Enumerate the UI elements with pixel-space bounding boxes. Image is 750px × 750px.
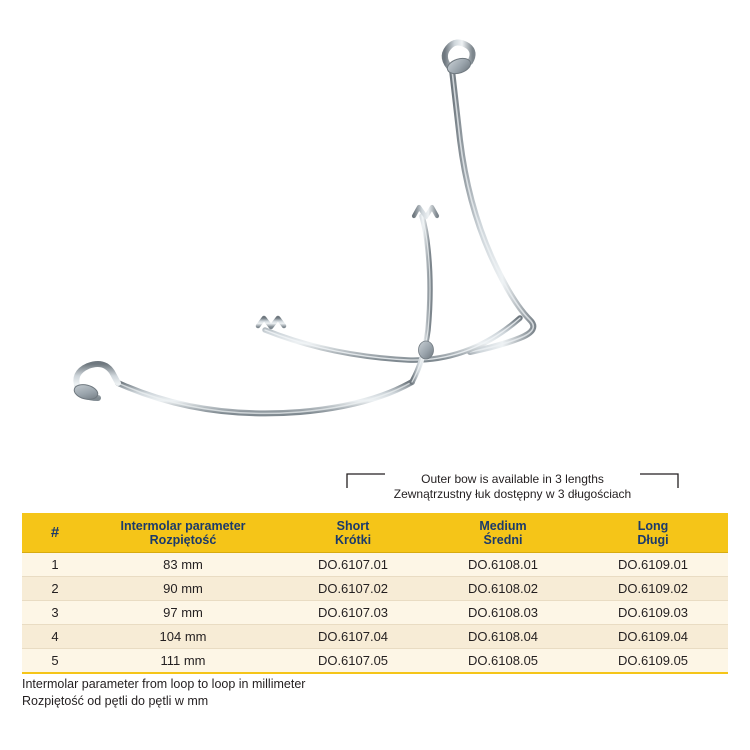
cell-intermolar: 83 mm <box>88 553 278 577</box>
specification-table-wrapper <box>22 513 728 674</box>
table-row <box>22 601 728 625</box>
cell-long: DO.6109.05 <box>578 649 728 674</box>
cell-medium: DO.6108.02 <box>428 577 578 601</box>
column-header-intermolar: Intermolar parameter Rozpiętość <box>88 514 278 553</box>
cell-medium: DO.6108.01 <box>428 553 578 577</box>
cell-index: 2 <box>22 577 88 601</box>
cell-index: 1 <box>22 553 88 577</box>
table-header-row <box>22 514 728 553</box>
column-header-long: Long Długi <box>578 514 728 553</box>
specification-table <box>22 513 728 674</box>
table-row <box>22 649 728 674</box>
cell-short: DO.6107.01 <box>278 553 428 577</box>
cell-long: DO.6109.04 <box>578 625 728 649</box>
column-header-short: Short Krótki <box>278 514 428 553</box>
cell-short: DO.6107.03 <box>278 601 428 625</box>
footnote-line-en: Intermolar parameter from loop to loop in millimeter <box>22 677 306 691</box>
cell-index: 5 <box>22 649 88 674</box>
cell-short: DO.6107.05 <box>278 649 428 674</box>
column-header-medium: Medium Średni <box>428 514 578 553</box>
cell-medium: DO.6108.04 <box>428 625 578 649</box>
cell-short: DO.6107.02 <box>278 577 428 601</box>
outer-bow-group <box>73 42 534 413</box>
cell-medium: DO.6108.03 <box>428 601 578 625</box>
cell-long: DO.6109.01 <box>578 553 728 577</box>
cell-intermolar: 104 mm <box>88 625 278 649</box>
column-header-index: # <box>22 514 88 553</box>
table-row <box>22 625 728 649</box>
cell-index: 4 <box>22 625 88 649</box>
note-line-en: Outer bow is available in 3 lengths <box>421 472 604 486</box>
table-row <box>22 553 728 577</box>
cell-long: DO.6109.03 <box>578 601 728 625</box>
cell-medium: DO.6108.05 <box>428 649 578 674</box>
cell-index: 3 <box>22 601 88 625</box>
cell-short: DO.6107.04 <box>278 625 428 649</box>
cell-long: DO.6109.02 <box>578 577 728 601</box>
outer-bow-length-note <box>345 472 680 514</box>
cell-intermolar: 90 mm <box>88 577 278 601</box>
bow-junction-node <box>419 341 434 359</box>
note-line-pl: Zewnątrzustny łuk dostępny w 3 długościach <box>393 487 632 501</box>
table-row <box>22 577 728 601</box>
footnote-line-pl: Rozpiętość od pętli do pętli w mm <box>22 694 209 708</box>
cell-intermolar: 111 mm <box>88 649 278 674</box>
table-footnotes <box>22 676 305 710</box>
cell-intermolar: 97 mm <box>88 601 278 625</box>
bracket-icon <box>345 472 680 492</box>
